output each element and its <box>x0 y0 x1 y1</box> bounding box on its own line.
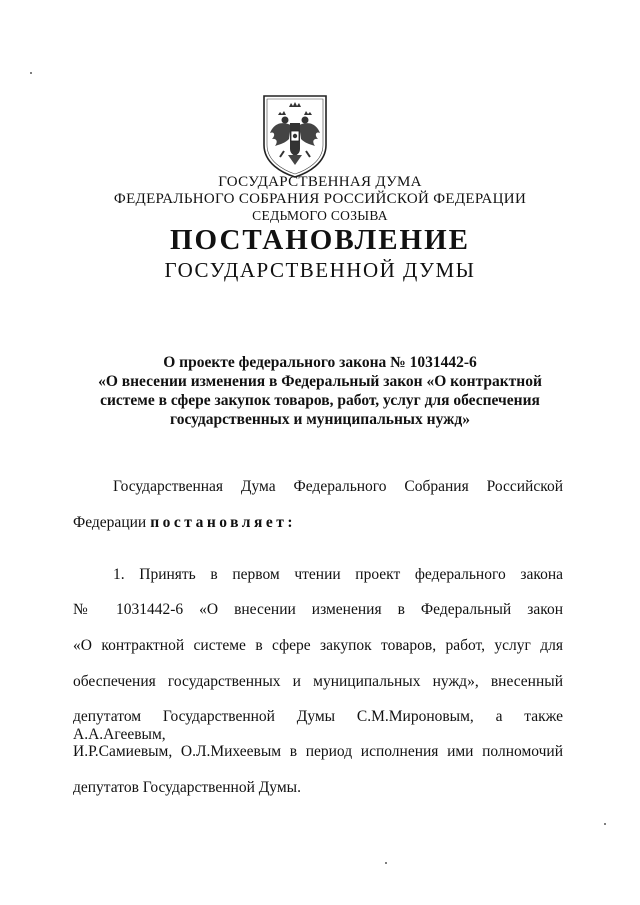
resolves-keyword: постановляет: <box>150 514 297 531</box>
bill-title-line-3: системе в сфере закупок товаров, работ, услуг для обеспечения <box>100 392 540 409</box>
header-line-1: ГОСУДАРСТВЕННАЯ ДУМА <box>218 174 422 190</box>
item1-line-3: «О контрактной системе в сфере закупок товаров, работ, услуг для <box>73 637 563 654</box>
document-title: ПОСТАНОВЛЕНИЕ <box>169 224 470 256</box>
state-emblem <box>258 93 332 179</box>
scan-speck <box>385 862 387 864</box>
double-headed-eagle-icon <box>258 93 332 179</box>
item1-line-2: № 1031442-6 «О внесении изменения в Федеральный закон <box>73 601 563 618</box>
preamble-federation-word: Федерации <box>73 514 147 531</box>
bill-title-line-2: «О внесении изменения в Федеральный закон «О контрактной <box>98 373 542 390</box>
header-line-2: ФЕДЕРАЛЬНОГО СОБРАНИЯ РОССИЙСКОЙ ФЕДЕРАЦИИ <box>113 191 527 207</box>
item1-line-5: депутатом Государственной Думы С.М.Мироновым, а также А.А.Агеевым, <box>73 708 563 743</box>
item1-line-4: обеспечения государственных и муниципальных нужд», внесенный <box>73 673 563 690</box>
header-line-3: СЕДЬМОГО СОЗЫВА <box>252 208 388 223</box>
scan-speck <box>30 72 32 74</box>
item1-line-7: депутатов Государственной Думы. <box>73 779 301 796</box>
item1-line-1: 1. Принять в первом чтении проект федерального закона <box>113 566 563 583</box>
bill-title-line-4: государственных и муниципальных нужд» <box>170 411 470 428</box>
document-subtitle: ГОСУДАРСТВЕННОЙ ДУМЫ <box>164 258 476 282</box>
preamble-line-1: Государственная Дума Федерального Собрания Российской <box>113 478 563 495</box>
item1-line-6: И.Р.Самиевым, О.Л.Михеевым в период исполнения ими полномочий <box>73 743 563 760</box>
bill-title-line-1: О проекте федерального закона № 1031442-6 <box>163 354 477 371</box>
scan-speck <box>604 823 606 825</box>
preamble-line-2 <box>73 514 563 532</box>
